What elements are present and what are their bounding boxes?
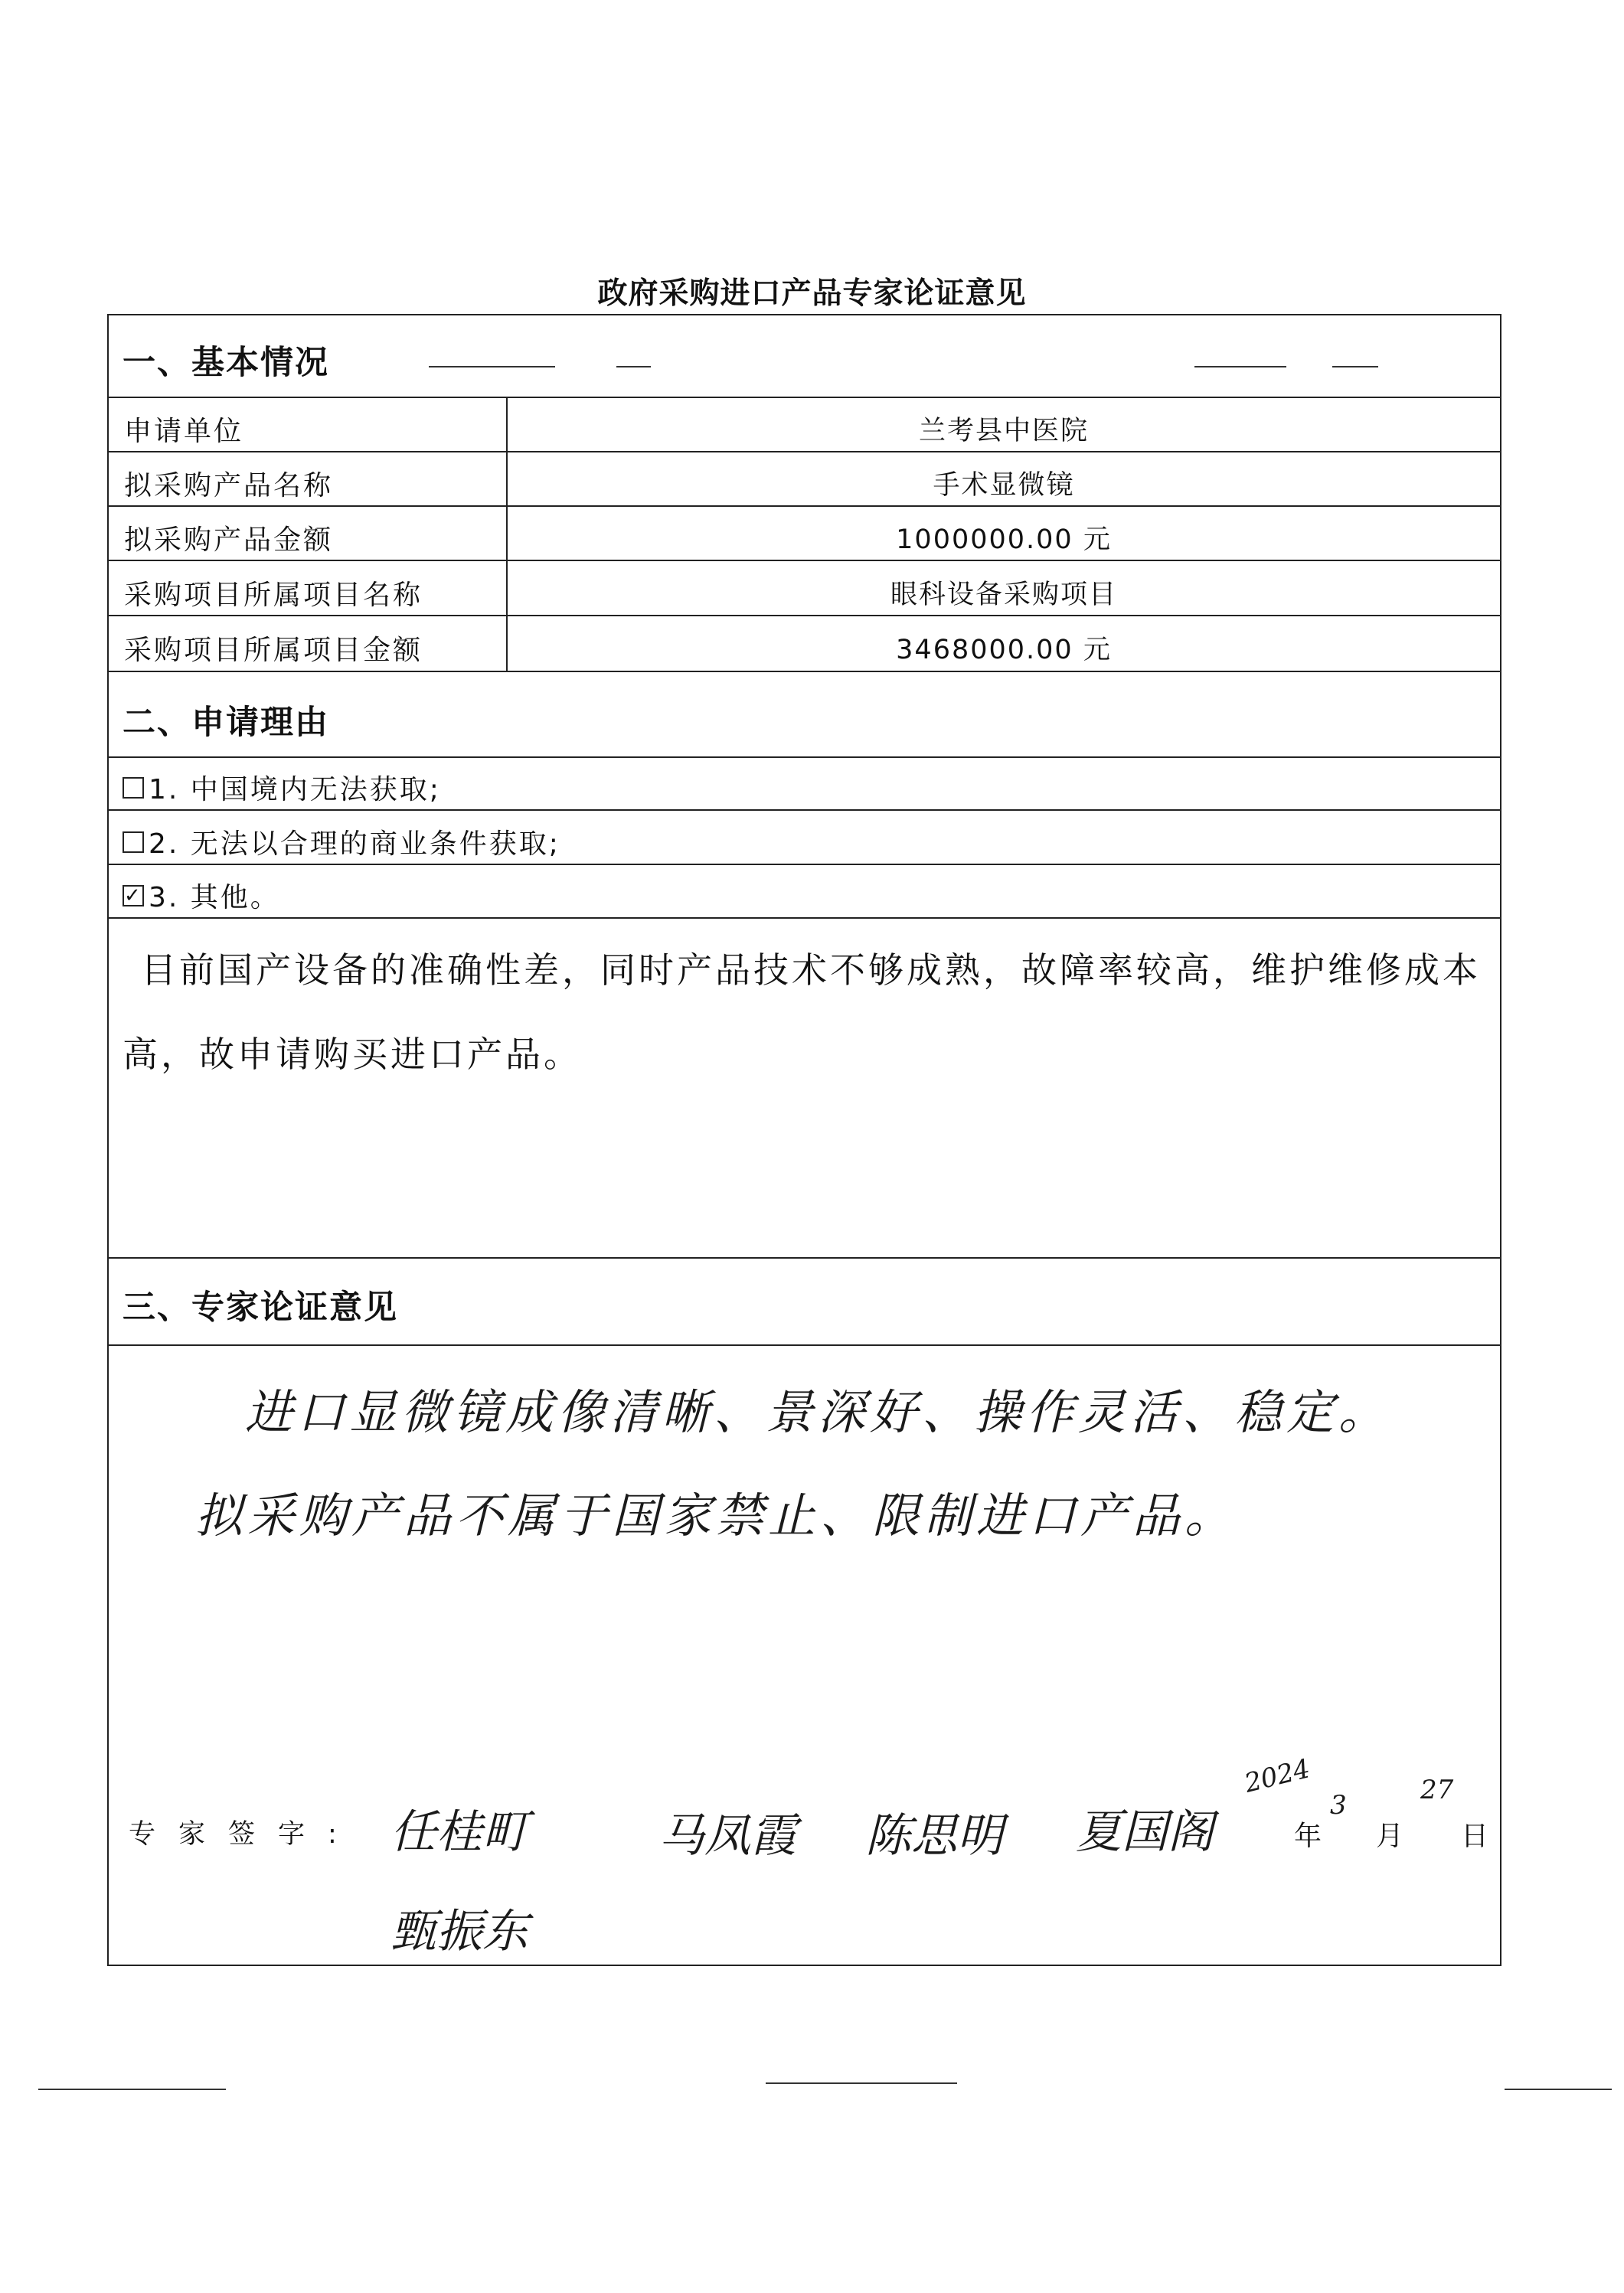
row-divider [107, 560, 1501, 561]
scan-artifact [616, 366, 651, 367]
scan-artifact [38, 2089, 226, 2090]
row-divider [107, 1257, 1501, 1259]
section1-heading: 一、基本情况 [123, 344, 329, 382]
value-project-name: 眼科设备采购项目 [890, 580, 1117, 610]
document-title: 政府采购进口产品专家论证意见 [597, 276, 1027, 311]
label-applicant: 申请单位 [124, 416, 244, 447]
signature-label: 专家签字: [129, 1819, 360, 1850]
section2-heading: 二、申请理由 [123, 704, 329, 742]
checkbox-icon [123, 831, 144, 853]
scan-artifact [1505, 2089, 1612, 2090]
section3-heading: 三、专家论证意见 [123, 1289, 398, 1327]
label-project-amount: 采购项目所属项目金额 [124, 635, 423, 666]
scan-artifact [1194, 366, 1286, 367]
reason-option-2 [123, 822, 560, 861]
row-divider [107, 809, 1501, 811]
checkbox-icon [123, 777, 144, 799]
reason-option-text: 3. 其他。 [149, 882, 280, 913]
scan-artifact [1332, 366, 1378, 367]
date-month: 3 [1330, 1790, 1347, 1821]
date-day-label: 日 [1461, 1821, 1489, 1852]
opinion-handwritten-line1: 进口显微镜成像清晰、景深好、操作灵活、稳定。 [245, 1384, 1391, 1440]
date-day: 27 [1420, 1775, 1454, 1805]
row-divider [107, 917, 1501, 919]
row-divider [107, 756, 1501, 758]
opinion-handwritten-line2: 拟采购产品不属于国家禁止、限制进口产品。 [195, 1488, 1237, 1543]
row-divider [107, 397, 1501, 398]
signature: 甄振东 [390, 1905, 528, 1958]
signature: 任桂町 [390, 1805, 528, 1859]
reason-text: 目前国产设备的准确性差，同时产品技术不够成熟，故障率较高，维护维修成本高，故申请购买进口产品。 [123, 949, 1481, 1075]
row-divider [107, 671, 1501, 672]
row-divider [107, 451, 1501, 452]
signature: 陈思明 [865, 1809, 1003, 1863]
reason-option-3 [123, 876, 280, 915]
row-divider [107, 864, 1501, 865]
label-product-amount: 拟采购产品金额 [124, 524, 334, 556]
reason-option-1 [123, 768, 441, 807]
label-product-name: 拟采购产品名称 [124, 470, 334, 501]
value-product-amount: 1000000.00 元 [896, 524, 1112, 555]
label-project-name: 采购项目所属项目名称 [124, 580, 423, 611]
signature: 夏国阁 [1076, 1805, 1214, 1859]
row-divider [107, 505, 1501, 507]
reason-option-text: 1. 中国境内无法获取; [149, 774, 441, 805]
date-year-label: 年 [1294, 1821, 1322, 1852]
reason-option-text: 2. 无法以合理的商业条件获取; [149, 828, 560, 860]
signature: 马凤霞 [658, 1809, 796, 1863]
checkbox-checked-icon: ✓ [124, 884, 143, 907]
row-divider [107, 615, 1501, 616]
scan-artifact [766, 2082, 957, 2084]
date-month-label: 月 [1376, 1821, 1404, 1852]
form-frame [107, 314, 1501, 1966]
value-applicant: 兰考县中医院 [918, 416, 1089, 446]
value-project-amount: 3468000.00 元 [896, 635, 1112, 665]
date-year: 2024 [1241, 1753, 1314, 1799]
row-divider [107, 1344, 1501, 1346]
scan-artifact [429, 366, 555, 367]
value-product-name: 手术显微镜 [933, 470, 1075, 501]
